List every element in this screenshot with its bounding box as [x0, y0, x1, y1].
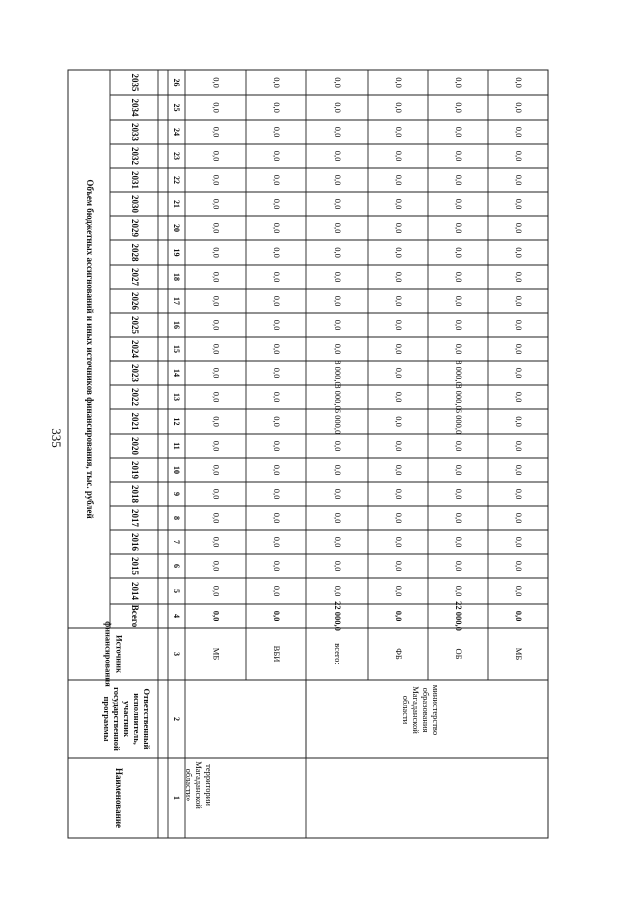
- row-3-value: 0,0: [394, 198, 405, 210]
- row-3-value: 0,0: [394, 150, 405, 162]
- row-2-value: 0,0: [333, 536, 344, 548]
- row-2-value: 0,0: [333, 198, 344, 210]
- row-5-value: 0,0: [514, 416, 525, 427]
- group1-name: [184, 761, 214, 809]
- col-number-12: 12: [172, 417, 182, 426]
- header-year-2034: 2034: [129, 98, 140, 117]
- row-2-value: 8 000,0: [333, 360, 344, 386]
- row-4-value: 0,0: [454, 585, 465, 597]
- row-0-value: 0,0: [211, 150, 222, 162]
- header-executor-line: государственной: [112, 687, 123, 751]
- header-year-2021: 2021: [129, 412, 140, 431]
- row-1-value: 0,0: [272, 464, 283, 476]
- row-0-value: 0,0: [211, 367, 222, 379]
- row-1-value: 0,0: [272, 102, 283, 113]
- col-number-14: 14: [172, 369, 182, 377]
- row-5-value: 0,0: [514, 391, 525, 403]
- header-executor-line: исполнитель,: [132, 693, 143, 745]
- row-3-value: 0,0: [394, 560, 405, 572]
- col-number-26: 26: [172, 78, 182, 87]
- header-executor-line: программы: [102, 696, 113, 742]
- row-0-value: 0,0: [211, 102, 222, 113]
- row-5-value: 0,0: [514, 126, 525, 138]
- row-4-value: 0,0: [454, 222, 465, 234]
- row-1-value: 0,0: [272, 150, 283, 162]
- header-executor: [102, 687, 152, 751]
- row-2-value: 0,0: [333, 585, 344, 597]
- row-3-source: ФБ: [394, 648, 405, 660]
- row-5-total: 0,0: [514, 610, 525, 622]
- group1-name-line: территории: [204, 764, 215, 806]
- header-year-2033: 2033: [129, 123, 140, 141]
- row-0-value: 0,0: [211, 126, 222, 138]
- col-number-1: 1: [172, 796, 182, 800]
- row-4-value: 8 000,0: [454, 360, 465, 386]
- col-number-22: 22: [172, 176, 182, 184]
- row-5-value: 0,0: [514, 271, 525, 283]
- col-number-17: 17: [172, 297, 182, 305]
- row-4-value: 0,0: [454, 150, 465, 162]
- row-4-value: 0,0: [454, 560, 465, 572]
- row-2-value: 0,0: [333, 295, 344, 307]
- row-0-value: 0,0: [211, 585, 222, 597]
- row-0-value: 0,0: [211, 271, 222, 283]
- row-3-value: 0,0: [394, 343, 405, 355]
- row-4-value: 0,0: [454, 464, 465, 476]
- row-0-value: 0,0: [211, 247, 222, 258]
- row-2-value: 0,0: [333, 247, 344, 258]
- col-number-18: 18: [172, 273, 182, 281]
- row-2-value: 0,0: [333, 222, 344, 234]
- row-2-value: 0,0: [333, 150, 344, 162]
- group2-executor-line: образования: [421, 687, 432, 733]
- header-year-2030: 2030: [129, 195, 140, 213]
- row-5-value: 0,0: [514, 174, 525, 186]
- group2-executor-line: министерство: [431, 684, 442, 736]
- group2-executor: [401, 685, 441, 735]
- row-5-value: 0,0: [514, 367, 525, 379]
- row-0-source: МБ: [211, 647, 222, 661]
- col-number-24: 24: [172, 128, 182, 136]
- row-5-value: 0,0: [514, 585, 525, 597]
- row-3-value: 0,0: [394, 319, 405, 331]
- row-1-value: 0,0: [272, 295, 283, 307]
- row-0-value: 0,0: [211, 488, 222, 500]
- row-0-value: 0,0: [211, 198, 222, 210]
- col-number-19: 19: [172, 248, 182, 257]
- row-1-value: 0,0: [272, 367, 283, 379]
- col-number-16: 16: [172, 321, 182, 329]
- row-5-value: 0,0: [514, 440, 525, 452]
- row-1-total: 0,0: [272, 610, 283, 622]
- row-1-value: 0,0: [272, 222, 283, 234]
- row-3-value: 0,0: [394, 271, 405, 283]
- row-1-value: 0,0: [272, 560, 283, 572]
- row-3-value: 0,0: [394, 77, 405, 88]
- row-3-value: 0,0: [394, 222, 405, 234]
- row-1-value: 0,0: [272, 198, 283, 210]
- col-number-6: 6: [172, 564, 182, 568]
- row-2-value: 0,0: [333, 512, 344, 524]
- row-2-value: 0,0: [333, 343, 344, 355]
- col-number-2: 2: [172, 717, 182, 721]
- row-1-value: 0,0: [272, 319, 283, 331]
- row-3-value: 0,0: [394, 464, 405, 476]
- row-0-value: 0,0: [211, 174, 222, 186]
- row-5-value: 0,0: [514, 77, 525, 88]
- row-5-value: 0,0: [514, 247, 525, 258]
- row-5-value: 0,0: [514, 536, 525, 548]
- row-1-value: 0,0: [272, 440, 283, 452]
- col-number-25: 25: [172, 103, 182, 112]
- row-3-value: 0,0: [394, 102, 405, 113]
- row-5-value: 0,0: [514, 295, 525, 307]
- row-2-value: 0,0: [333, 174, 344, 186]
- header-executor-line: участник: [122, 701, 133, 737]
- row-1-value: 0,0: [272, 536, 283, 548]
- header-source-line: Источник: [114, 635, 125, 673]
- row-4-value: 0,0: [454, 440, 465, 452]
- header-year-2024: 2024: [129, 340, 140, 358]
- row-3-value: 0,0: [394, 367, 405, 379]
- row-3-value: 0,0: [394, 585, 405, 597]
- row-4-value: 0,0: [454, 174, 465, 186]
- col-number-9: 9: [172, 492, 182, 496]
- row-0-value: 0,0: [211, 560, 222, 572]
- row-0-value: 0,0: [211, 222, 222, 234]
- header-year-2017: 2017: [129, 509, 140, 527]
- row-0-value: 0,0: [211, 416, 222, 427]
- row-2-value: 0,0: [333, 440, 344, 452]
- row-4-value: 8 000,0: [454, 384, 465, 410]
- row-1-value: 0,0: [272, 271, 283, 283]
- row-4-source: ОБ: [454, 648, 465, 660]
- row-0-value: 0,0: [211, 319, 222, 331]
- row-2-value: 0,0: [333, 77, 344, 88]
- header-source-line: финансирования: [103, 621, 114, 687]
- row-5-value: 0,0: [514, 319, 525, 331]
- row-2-value: 0,0: [333, 271, 344, 283]
- row-5-value: 0,0: [514, 512, 525, 524]
- row-4-value: 0,0: [454, 77, 465, 88]
- header-year-2019: 2019: [129, 461, 140, 479]
- col-number-5: 5: [172, 589, 182, 593]
- row-1-value: 0,0: [272, 391, 283, 403]
- row-5-value: 0,0: [514, 488, 525, 500]
- row-4-value: 0,0: [454, 295, 465, 307]
- row-3-value: 0,0: [394, 391, 405, 403]
- row-1-value: 0,0: [272, 488, 283, 500]
- group1-name-line: Магаданской: [194, 761, 205, 809]
- row-3-value: 0,0: [394, 512, 405, 524]
- header-name: Наименование: [113, 768, 124, 828]
- group1-name-line: области»: [184, 768, 195, 802]
- row-5-value: 0,0: [514, 343, 525, 355]
- row-1-value: 0,0: [272, 174, 283, 186]
- row-3-value: 0,0: [394, 416, 405, 427]
- row-0-value: 0,0: [211, 77, 222, 88]
- header-executor-line: Ответственный: [142, 688, 153, 750]
- header-volume: Объем бюджетных ассигнований и иных источников финансирования, тыс. рублей: [84, 179, 95, 519]
- row-2-source: всего:: [333, 643, 344, 665]
- col-number-7: 7: [172, 540, 182, 544]
- row-1-value: 0,0: [272, 512, 283, 524]
- header-year-2023: 2023: [129, 364, 140, 382]
- row-3-total: 0,0: [394, 610, 405, 622]
- col-number-21: 21: [172, 200, 182, 208]
- row-4-value: 0,0: [454, 488, 465, 500]
- col-number-13: 13: [172, 393, 182, 401]
- row-0-value: 0,0: [211, 391, 222, 403]
- row-4-value: 0,0: [454, 319, 465, 331]
- header-total: Всего: [129, 604, 140, 628]
- header-year-2020: 2020: [129, 437, 140, 455]
- row-0-value: 0,0: [211, 536, 222, 548]
- row-2-value: 0,0: [333, 488, 344, 500]
- row-2-value: 0,0: [333, 464, 344, 476]
- row-3-value: 0,0: [394, 440, 405, 452]
- group2-executor-line: области: [401, 695, 412, 725]
- row-4-value: 0,0: [454, 102, 465, 113]
- header-year-2027: 2027: [129, 268, 140, 286]
- row-3-value: 0,0: [394, 295, 405, 307]
- row-2-value: 0,0: [333, 560, 344, 572]
- row-4-value: 0,0: [454, 512, 465, 524]
- row-5-source: МБ: [514, 647, 525, 661]
- header-year-2018: 2018: [129, 485, 140, 503]
- row-2-value: 6 000,0: [333, 408, 344, 435]
- page-number: 335: [49, 428, 64, 448]
- row-1-value: 0,0: [272, 247, 283, 258]
- header-year-2025: 2025: [129, 316, 140, 334]
- header-source: [104, 621, 125, 687]
- col-number-11: 11: [172, 442, 182, 450]
- header-year-2026: 2026: [129, 292, 140, 310]
- row-0-value: 0,0: [211, 295, 222, 307]
- header-year-2028: 2028: [129, 243, 140, 262]
- row-4-total: 22 000,0: [454, 601, 465, 631]
- row-3-value: 0,0: [394, 536, 405, 548]
- row-4-value: 6 000,0: [454, 408, 465, 435]
- row-0-value: 0,0: [211, 440, 222, 452]
- row-1-value: 0,0: [272, 585, 283, 597]
- header-year-2015: 2015: [129, 557, 140, 575]
- header-year-2014: 2014: [129, 582, 140, 600]
- row-4-value: 0,0: [454, 536, 465, 548]
- row-4-value: 0,0: [454, 198, 465, 210]
- header-year-2029: 2029: [129, 219, 140, 237]
- row-3-value: 0,0: [394, 174, 405, 186]
- col-number-10: 10: [172, 466, 182, 474]
- row-5-value: 0,0: [514, 222, 525, 234]
- row-2-value: 0,0: [333, 126, 344, 138]
- row-2-value: 0,0: [333, 319, 344, 331]
- row-5-value: 0,0: [514, 198, 525, 210]
- col-number-8: 8: [172, 516, 182, 520]
- row-0-value: 0,0: [211, 343, 222, 355]
- header-year-2031: 2031: [129, 171, 140, 189]
- row-4-value: 0,0: [454, 126, 465, 138]
- row-5-value: 0,0: [514, 464, 525, 476]
- row-3-value: 0,0: [394, 247, 405, 258]
- row-4-value: 0,0: [454, 271, 465, 283]
- row-2-total: 22 000,0: [333, 601, 344, 631]
- row-3-value: 0,0: [394, 488, 405, 500]
- col-number-20: 20: [172, 224, 182, 232]
- row-2-value: 8 000,0: [333, 384, 344, 410]
- header-year-2022: 2022: [129, 388, 140, 406]
- row-1-value: 0,0: [272, 126, 283, 138]
- row-2-value: 0,0: [333, 102, 344, 113]
- header-year-2035: 2035: [129, 73, 140, 92]
- header-year-2016: 2016: [129, 533, 140, 551]
- row-5-value: 0,0: [514, 560, 525, 572]
- row-4-value: 0,0: [454, 247, 465, 258]
- row-0-value: 0,0: [211, 464, 222, 476]
- group2-executor-line: Магаданской: [411, 686, 422, 734]
- row-1-value: 0,0: [272, 77, 283, 88]
- row-1-value: 0,0: [272, 416, 283, 427]
- row-5-value: 0,0: [514, 102, 525, 113]
- row-5-value: 0,0: [514, 150, 525, 162]
- col-number-15: 15: [172, 345, 182, 353]
- row-0-value: 0,0: [211, 512, 222, 524]
- header-year-2032: 2032: [129, 147, 140, 165]
- row-3-value: 0,0: [394, 126, 405, 138]
- row-4-value: 0,0: [454, 343, 465, 355]
- row-1-source: ВБИ: [272, 645, 283, 663]
- col-number-23: 23: [172, 152, 182, 160]
- row-0-total: 0,0: [211, 610, 222, 622]
- col-number-4: 4: [172, 614, 182, 618]
- col-number-3: 3: [172, 652, 182, 656]
- row-1-value: 0,0: [272, 343, 283, 355]
